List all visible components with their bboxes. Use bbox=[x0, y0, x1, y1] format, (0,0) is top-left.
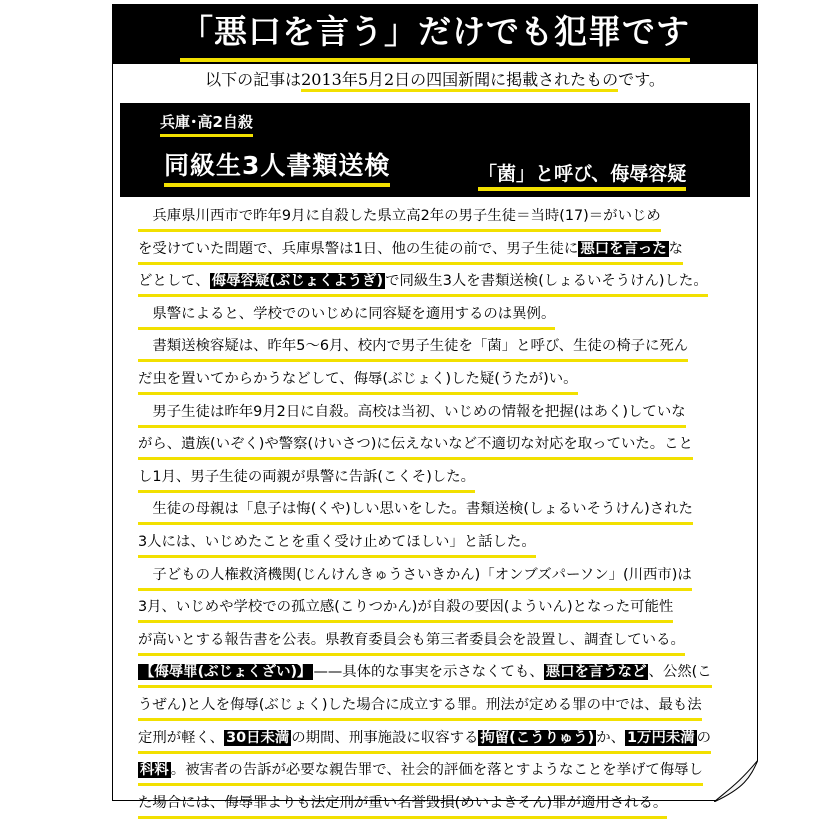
article-line-text bbox=[138, 758, 703, 786]
source-note-date: 2013年5月2日の四国新聞に掲載されたもの bbox=[301, 70, 618, 92]
article-line bbox=[138, 302, 744, 335]
article-line-text bbox=[138, 400, 686, 428]
article-line bbox=[138, 497, 744, 530]
article-line-text bbox=[138, 660, 712, 688]
page-curl-icon bbox=[714, 760, 758, 802]
article-line bbox=[138, 334, 744, 367]
article-title: 同級生3人書類送検 bbox=[164, 149, 390, 187]
article-line-text bbox=[138, 269, 708, 297]
article-line bbox=[138, 693, 744, 726]
article-line-text bbox=[138, 204, 661, 232]
highlighted-term: 悪口を言った bbox=[580, 240, 667, 257]
article-line-text bbox=[138, 334, 688, 362]
text-segment: ——具体的な事実を示さなくても、 bbox=[313, 664, 544, 681]
article-line-text bbox=[138, 530, 536, 558]
text-segment: の bbox=[696, 729, 712, 746]
article-line-text bbox=[138, 367, 578, 395]
text-segment: 3人には、いじめたことを重く受け止めてほしい」と話した。 bbox=[138, 533, 536, 550]
article-line bbox=[138, 237, 744, 270]
article-line bbox=[138, 530, 744, 563]
text-segment: どとして、 bbox=[138, 273, 210, 290]
article-line-text bbox=[138, 628, 685, 656]
article-line-text bbox=[138, 693, 702, 721]
headline-text: 「悪口を言う」だけでも犯罪です bbox=[180, 6, 690, 62]
text-segment: だ虫を置いてからかうなどして、侮辱(ぶじょく)した疑(うたが)い。 bbox=[138, 370, 578, 387]
article-line-text bbox=[138, 595, 673, 623]
text-segment: 兵庫県川西市で昨年9月に自殺した県立高2年の男子生徒＝当時(17)＝がいじめ bbox=[138, 208, 661, 224]
article-header bbox=[120, 103, 750, 197]
article-line-text bbox=[138, 302, 555, 330]
source-note-suffix: です。 bbox=[618, 70, 665, 89]
highlighted-term: 拘留(こうりゅう) bbox=[480, 729, 595, 746]
highlighted-term: 1万円未満 bbox=[627, 729, 695, 746]
text-segment: な bbox=[668, 240, 684, 257]
text-segment: 生徒の母親は「息子は悔(くや)しい思いをした。書類送検(しょるいそうけん)された bbox=[138, 501, 693, 518]
highlighted-term: 30日未満 bbox=[226, 729, 290, 746]
article-line-text bbox=[138, 563, 692, 591]
article-kicker: 兵庫･高2自殺 bbox=[160, 111, 253, 137]
article-line bbox=[138, 595, 744, 628]
article-line bbox=[138, 563, 744, 596]
article-line bbox=[138, 204, 744, 237]
source-note bbox=[112, 68, 758, 92]
text-segment: 書類送検容疑は、昨年5～6月、校内で男子生徒を「菌」と呼び、生徒の椅子に死ん bbox=[138, 338, 689, 355]
text-segment: うぜん)と人を侮辱(ぶじょく)した場合に成立する罪。刑法が定める罪の中では、最も法 bbox=[138, 696, 702, 713]
article-subtitle: 「菌」と呼び、侮辱容疑 bbox=[478, 161, 686, 191]
article-line-text bbox=[138, 726, 711, 754]
article-line bbox=[138, 660, 744, 693]
text-segment: がら、遺族(いぞく)や警察(けいさつ)に伝えないなど不適切な対応を取っていた。こと bbox=[138, 436, 693, 453]
text-segment: か、 bbox=[596, 729, 626, 746]
article-line bbox=[138, 628, 744, 661]
article-line bbox=[138, 400, 744, 433]
article-line-text bbox=[138, 497, 693, 525]
highlighted-term: 悪口を言うなど bbox=[545, 664, 647, 681]
article-line bbox=[138, 367, 744, 400]
article-line bbox=[138, 432, 744, 465]
article-line bbox=[138, 726, 744, 759]
text-segment: た場合には、侮辱罪よりも法定刑が重い名誉毀損(めいよきそん)罪が適用される。 bbox=[138, 794, 668, 811]
article-line-text bbox=[138, 432, 693, 460]
article-line bbox=[138, 791, 744, 824]
highlighted-term: 侮辱容疑(ぶじょくようぎ) bbox=[211, 273, 384, 290]
source-note-prefix: 以下の記事は bbox=[205, 70, 302, 89]
text-segment: 子どもの人権救済機関(じんけんきゅうさいきかん)「オンブズパーソン」(川西市)は bbox=[138, 566, 692, 583]
text-segment: 。被害者の告訴が必要な親告罪で、社会的評価を落とすようなことを挙げて侮辱し bbox=[170, 762, 703, 779]
text-segment: 、公然(こ bbox=[648, 664, 712, 681]
text-segment: を受けていた問題で、兵庫県警は1日、他の生徒の前で、男子生徒に bbox=[138, 240, 579, 257]
text-segment: 男子生徒は昨年9月2日に自殺。高校は当初、いじめの情報を把握(はあく)していな bbox=[138, 403, 686, 420]
article-line bbox=[138, 758, 744, 791]
article-line bbox=[138, 465, 744, 498]
text-segment: で同級生3人を書類送検(しょるいそうけん)した。 bbox=[385, 273, 708, 290]
text-segment: 定刑が軽く、 bbox=[138, 729, 225, 746]
article-line-text bbox=[138, 237, 683, 265]
text-segment: 3月、いじめや学校での孤立感(こりつかん)が自殺の要因(よういん)となった可能性 bbox=[138, 599, 674, 616]
text-segment: の期間、刑事施設に収容する bbox=[291, 729, 479, 746]
text-segment: 県警によると、学校でのいじめに同容疑を適用するのは異例。 bbox=[138, 305, 556, 322]
article-line-text bbox=[138, 791, 667, 819]
highlighted-term: 【侮辱罪(ぶじょくざい)】 bbox=[140, 664, 312, 681]
headline-banner bbox=[112, 4, 758, 64]
text-segment: し1月、男子生徒の両親が県警に告訴(こくそ)した。 bbox=[138, 468, 475, 485]
article-line bbox=[138, 269, 744, 302]
text-segment: が高いとする報告書を公表。県教育委員会も第三者委員会を設置し、調査している。 bbox=[138, 631, 685, 648]
article-body bbox=[138, 204, 744, 823]
highlighted-term: 科料 bbox=[140, 762, 169, 779]
article-line-text bbox=[138, 465, 475, 493]
